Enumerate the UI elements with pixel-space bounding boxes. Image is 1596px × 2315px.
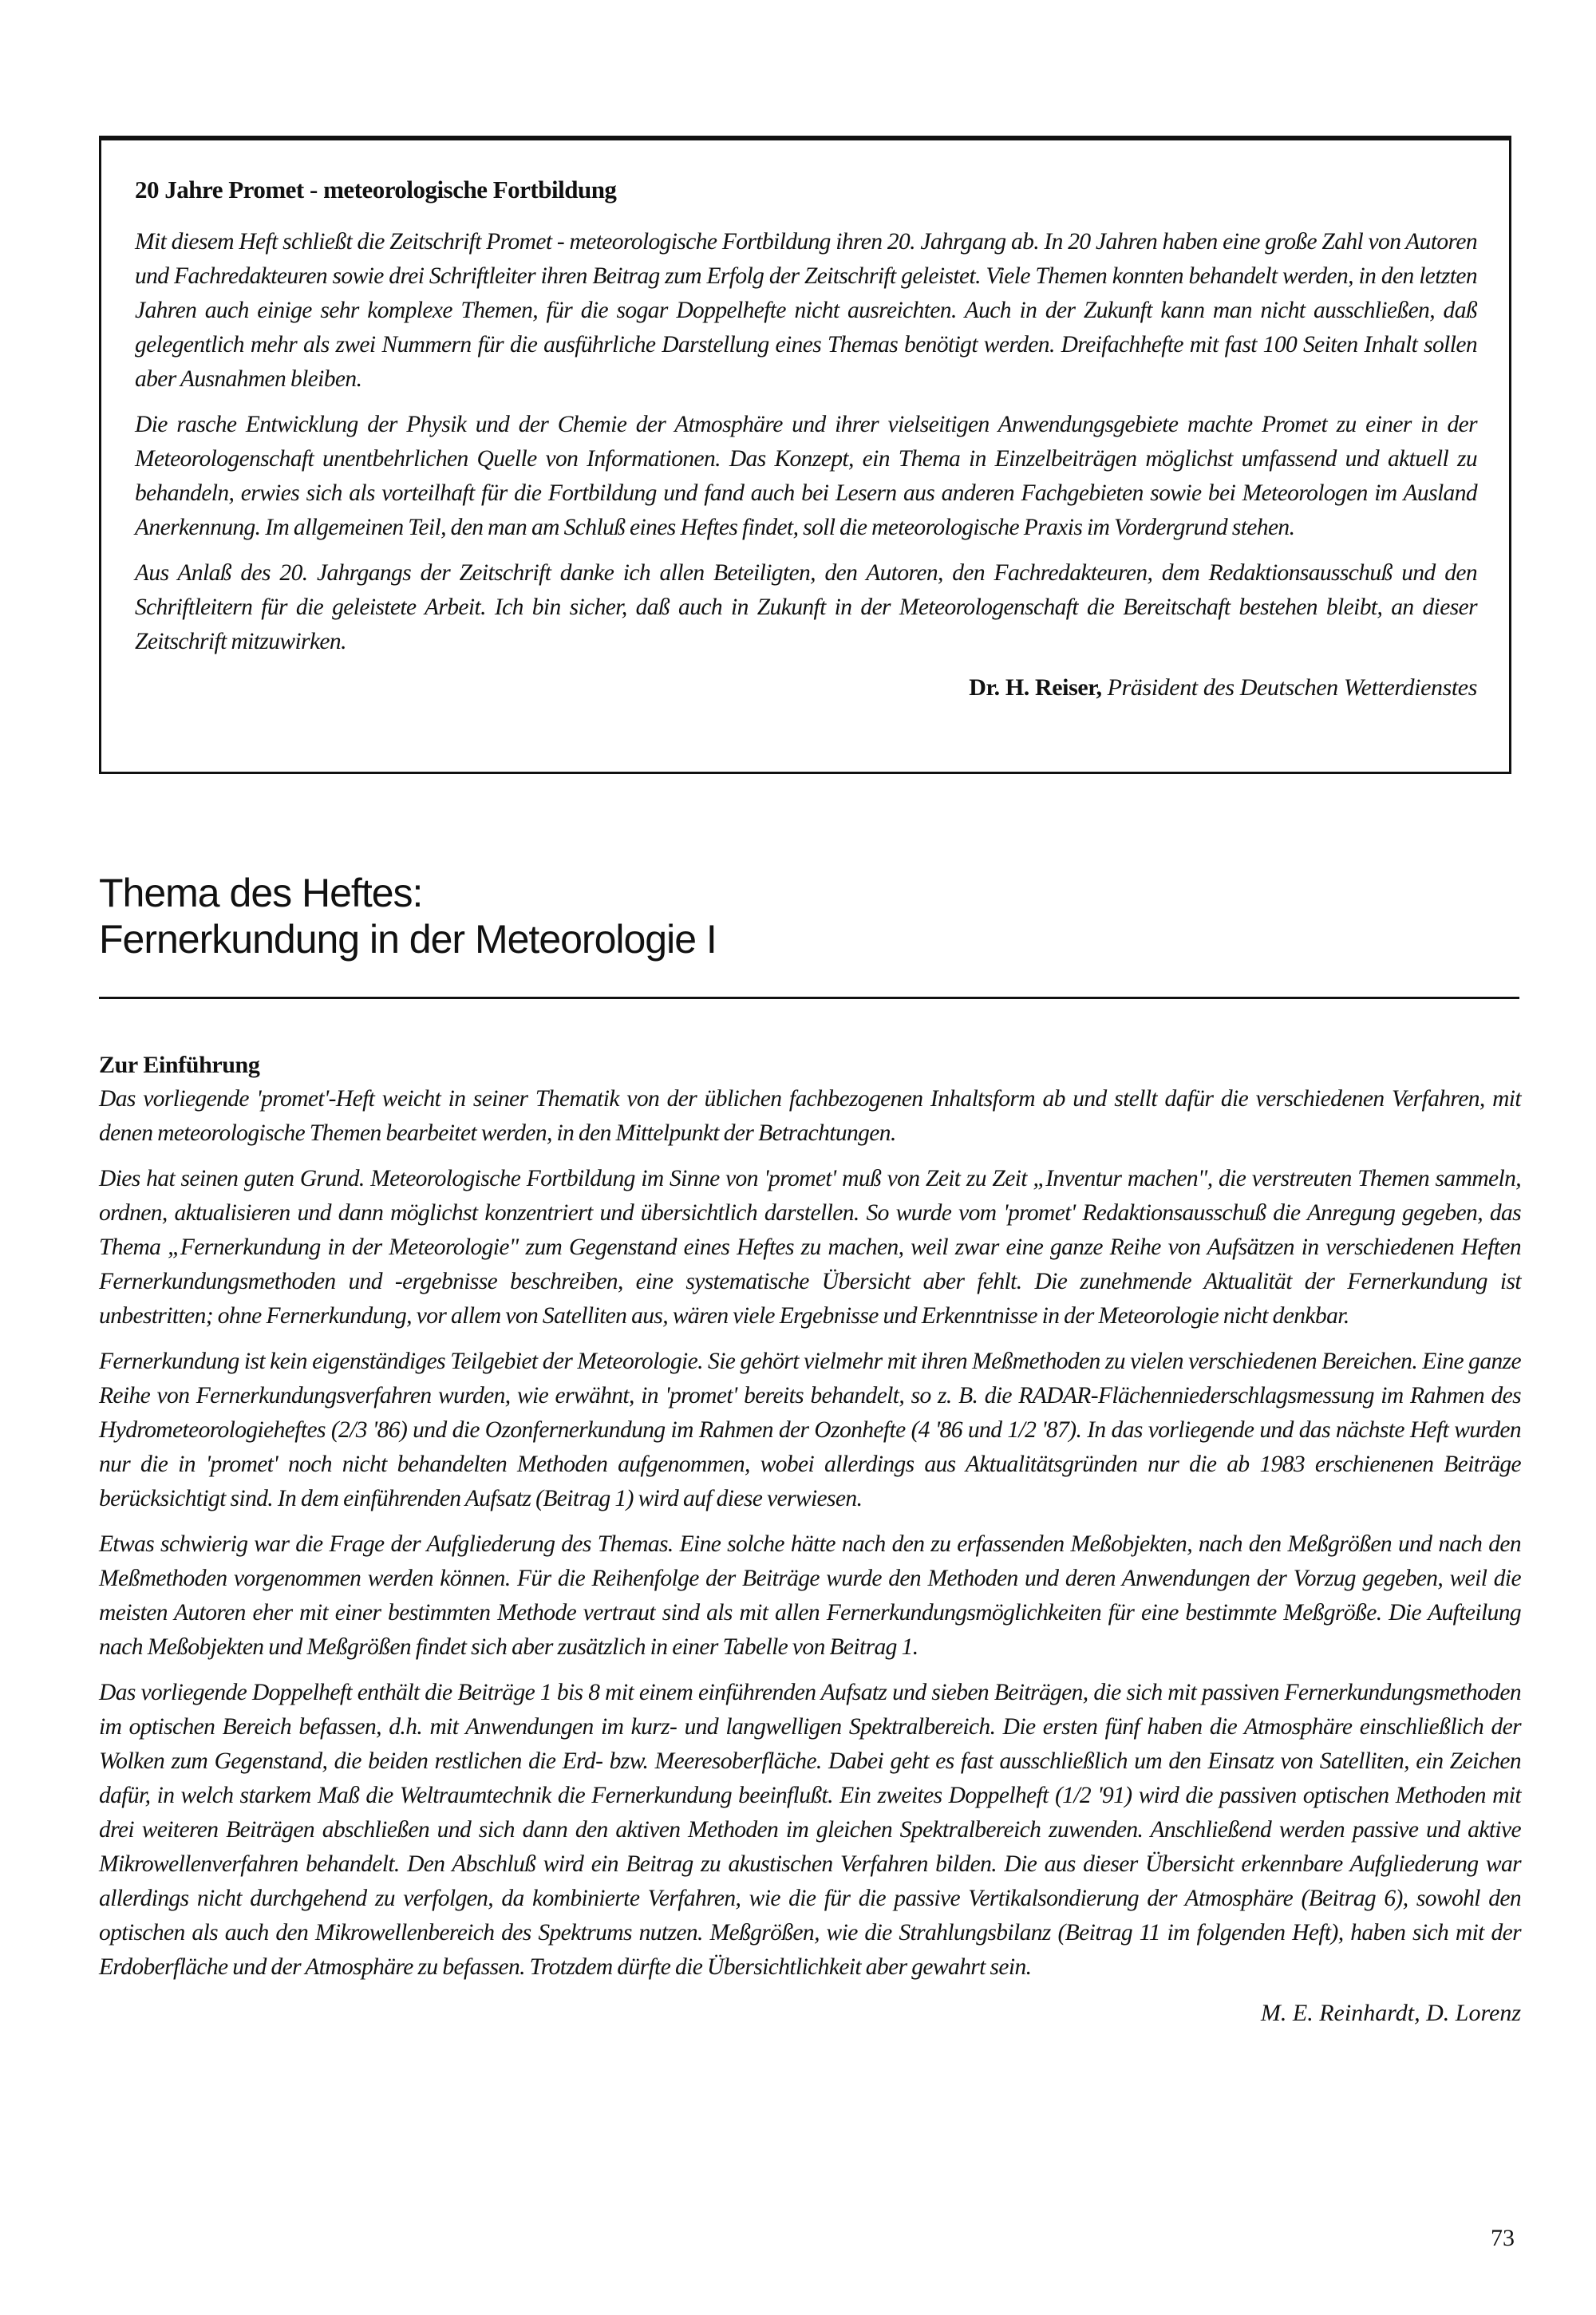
theme-line-2: Fernerkundung in der Meteorologie I	[99, 917, 717, 962]
box-title: 20 Jahre Promet - meteorologische Fortbildung	[135, 176, 617, 203]
intro-paragraph: Das vorliegende Doppelheft enthält die Beiträge 1 bis 8 mit einem einführenden Aufsatz und sieben Beiträgen, die sich mit passiven Fernerkundungsmethoden im optischen Bereich befassen, d.h. mit Anwendungen im kurz- und langwelligen Spektralbereich. Die ersten fünf haben die Atmosphäre einschließlich der Wolken zum Gegenstand, die beiden restlichen die Erd- bzw. Meeresoberfläche. Dabei geht es fast ausschließlich um den Einsatz von Satelliten, ein Zeichen dafür, in welch starkem Maß die Weltraumtechnik die Fernerkundung beeinflußt. Ein zweites Doppelheft (1/2 '91) wird die passiven optischen Methoden mit drei weiteren Beiträgen abschließen und sich dann den aktiven Methoden im gleichen Spektralbereich zuwenden. Anschließend werden passive und aktive Mikrowellenverfahren behandelt. Den Abschluß wird ein Beitrag zu akustischen Verfahren bilden. Die aus dieser Übersicht erkennbare Aufgliederung war allerdings nicht durchgehend zu verfolgen, da kombinierte Verfahren, wie die für die passive Vertikalsondierung der Atmosphäre (Beitrag 6), sowohl den optischen als auch den Mikrowellenbereich des Spektrums nutzen. Meßgrößen, wie die Strahlungsbilanz (Beitrag 11 im folgenden Heft), haben sich mit der Erdoberfläche und der Atmosphäre zu befassen. Trotzdem dürfte die Übersichtlichkeit aber gewahrt sein.	[99, 1680, 1521, 1980]
theme-title	[99, 870, 717, 962]
intro-paragraph: Das vorliegende 'promet'-Heft weicht in seiner Thematik von der üblichen fachbezogenen Inhaltsform ab und stellt dafür die verschiedenen Verfahren, mit denen meteorologische Themen bearbeitet werden, in den Mittelpunkt der Betrachtungen.	[99, 1086, 1521, 1146]
intro-section	[99, 1052, 1521, 2030]
box-paragraph: Mit diesem Heft schließt die Zeitschrift Promet - meteorologische Fortbildung ihren 20. Jahrgang ab. In 20 Jahren haben eine große Zahl von Autoren und Fachredakteuren sowie drei Schriftleiter ihren Beitrag zum Erfolg der Zeitschrift geleistet. Viele Themen konnten behandelt werden, in den letzten Jahren auch einige sehr komplexe Themen, für die sogar Doppelhefte nicht ausreichten. Auch in der Zukunft kann man nicht ausschließen, daß gelegentlich mehr als zwei Nummern für die ausführliche Darstellung eines Themas benötigt werden. Dreifachhefte mit fast 100 Seiten Inhalt sollen aber Ausnahmen bleiben.	[135, 229, 1477, 392]
intro-authors: M. E. Reinhardt, D. Lorenz	[1260, 2000, 1521, 2026]
signature-name: Dr. H. Reiser,	[969, 674, 1102, 701]
box-paragraph: Aus Anlaß des 20. Jahrgangs der Zeitschrift danke ich allen Beteiligten, den Autoren, den Fachredakteuren, dem Redaktionsausschuß und den Schriftleitern für die geleistete Arbeit. Ich bin sicher, daß auch in Zukunft in der Meteorologenschaft die Bereitschaft bestehen bleibt, an dieser Zeitschrift mitzuwirken.	[135, 560, 1477, 654]
theme-line-1: Thema des Heftes:	[99, 871, 423, 915]
anniversary-box	[99, 136, 1511, 774]
intro-paragraph: Dies hat seinen guten Grund. Meteorologische Fortbildung im Sinne von 'promet' muß von Zeit zu Zeit „Inventur machen", die verstreuten Themen sammeln, ordnen, aktualisieren und dann möglichst konzentriert und übersichtlich darstellen. So wurde vom 'promet' Redaktionsausschuß die Anregung gegeben, das Thema „Fernerkundung in der Meteorologie" zum Gegenstand eines Heftes zu machen, weil zwar eine ganze Reihe von Aufsätzen in verschiedenen Heften Fernerkundungsmethoden und -ergebnisse beschreiben, eine systematische Übersicht aber fehlt. Die zunehmende Aktualität der Fernerkundung ist unbestritten; ohne Fernerkundung, vor allem von Satelliten aus, wären viele Ergebnisse und Erkenntnisse in der Meteorologie nicht denkbar.	[99, 1166, 1521, 1329]
signature-role: Präsident des Deutschen Wetterdienstes	[1107, 674, 1477, 701]
divider-rule	[99, 997, 1519, 999]
box-signature	[135, 670, 1477, 705]
intro-heading: Zur Einführung	[99, 1052, 260, 1078]
box-paragraph: Die rasche Entwicklung der Physik und der Chemie der Atmosphäre und ihrer vielseitigen Anwendungsgebiete machte Promet zu einer in der Meteorologenschaft unentbehrlichen Quelle von Informationen. Das Konzept, ein Thema in Einzelbeiträgen möglichst umfassend und aktuell zu behandeln, erwies sich als vorteilhaft für die Fortbildung und fand auch bei Lesern aus anderen Fachgebieten sowie bei Meteorologen im Ausland Anerkennung. Im allgemeinen Teil, den man am Schluß eines Heftes findet, soll die meteorologische Praxis im Vordergrund stehen.	[135, 412, 1477, 540]
intro-paragraph: Etwas schwierig war die Frage der Aufgliederung des Themas. Eine solche hätte nach den zu erfassenden Meßobjekten, nach den Meßgrößen und nach den Meßmethoden vorgenommen werden können. Für die Reihenfolge der Beiträge wurde den Methoden und deren Anwendungen der Vorzug gegeben, weil die meisten Autoren eher mit einer bestimmten Methode vertraut sind als mit allen Fernerkundungsmöglichkeiten für eine bestimmte Meßgröße. Die Aufteilung nach Meßobjekten und Meßgrößen findet sich aber zusätzlich in einer Tabelle von Beitrag 1.	[99, 1531, 1521, 1660]
page-number: 73	[1491, 2225, 1515, 2251]
intro-paragraph: Fernerkundung ist kein eigenständiges Teilgebiet der Meteorologie. Sie gehört vielmehr mit ihren Meßmethoden zu vielen verschiedenen Bereichen. Eine ganze Reihe von Fernerkundungsverfahren wurden, wie erwähnt, in 'promet' bereits behandelt, so z. B. die RADAR-Flächenniederschlagsmessung im Rahmen des Hydrometeorologieheftes (2/3 '86) und die Ozonfernerkundung im Rahmen der Ozonhefte (4 '86 und 1/2 '87). In das vorliegende und das nächste Heft wurden nur die in 'promet' noch nicht behandelten Methoden aufgenommen, wobei allerdings aus Aktualitätsgründen nur die ab 1983 erschienenen Beiträge berücksichtigt sind. In dem einführenden Aufsatz (Beitrag 1) wird auf diese verwiesen.	[99, 1349, 1521, 1511]
